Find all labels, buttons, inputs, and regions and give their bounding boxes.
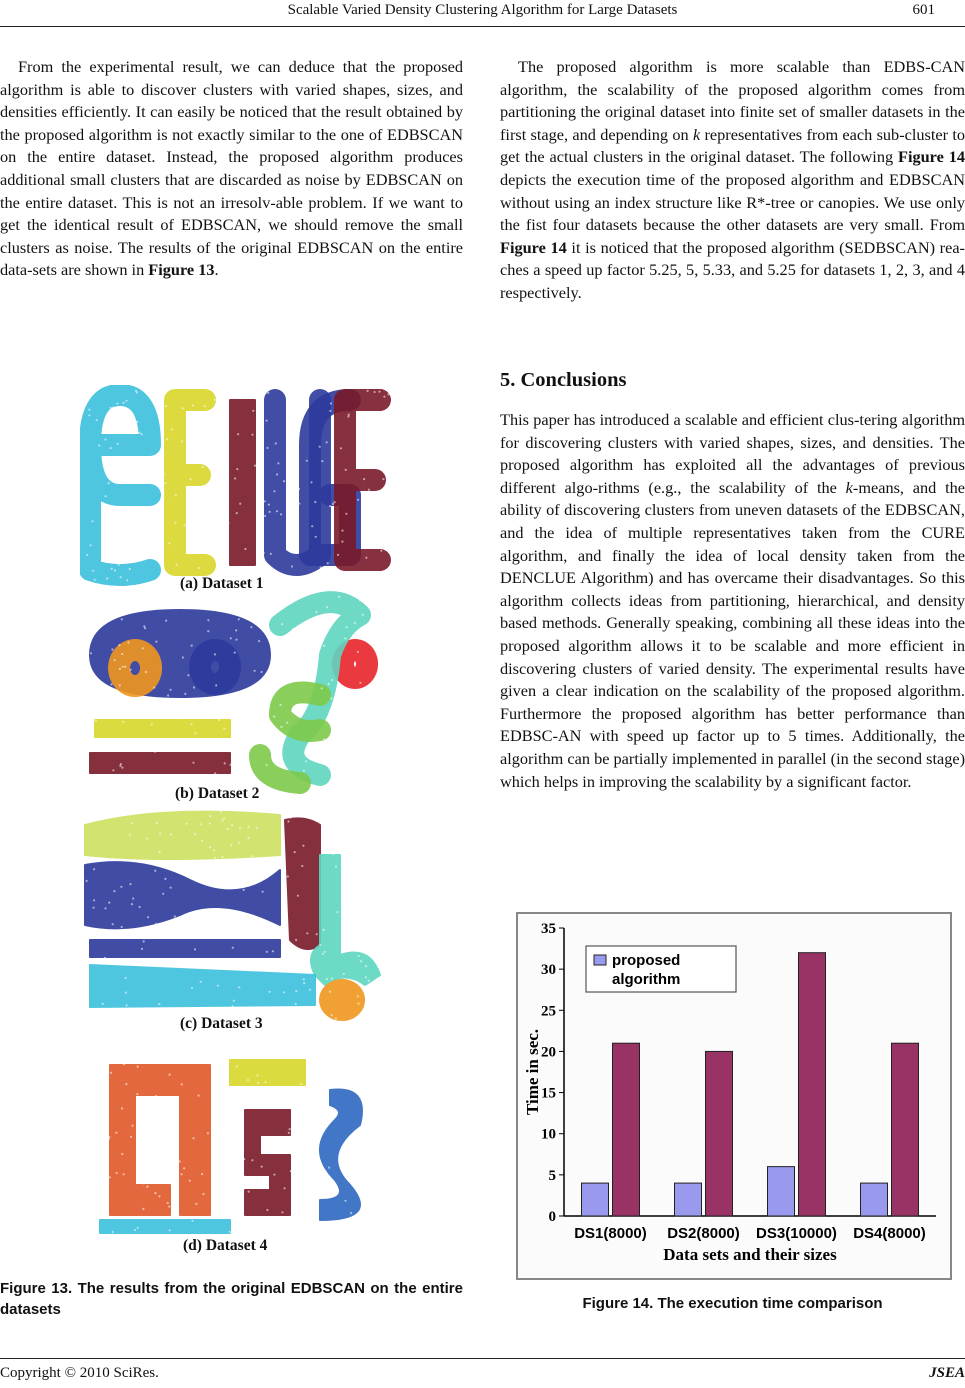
bar-proposed-1 xyxy=(582,1183,609,1216)
bar-other-3 xyxy=(799,953,826,1216)
figure-14-svg xyxy=(518,914,950,1278)
bar-proposed-4 xyxy=(861,1183,888,1216)
left-column xyxy=(0,56,463,282)
figure-13-ref[interactable]: Figure 13 xyxy=(148,260,215,280)
x-tick-label: DS1(8000) xyxy=(574,1225,647,1242)
y-tick-label: 35 xyxy=(541,921,556,937)
cluster-d-frame-red xyxy=(110,1065,210,1215)
figure-14-chart xyxy=(516,912,952,1280)
cluster-c-band-navy xyxy=(90,940,280,957)
cluster-a-letter-o xyxy=(230,400,255,565)
cluster-b-blob-red xyxy=(343,650,367,678)
figure-13-caption: Figure 13. The results from the original EDBSCAN on the entire datasets xyxy=(0,1280,463,1318)
cluster-c-fork-teal xyxy=(311,855,380,985)
panel-label-b: (b) Dataset 2 xyxy=(175,785,260,802)
y-tick-label: 30 xyxy=(541,962,556,979)
right-column xyxy=(500,56,965,305)
x-axis-label: Data sets and their sizes xyxy=(663,1245,837,1264)
bar-other-4 xyxy=(892,1043,919,1216)
legend-swatch-proposed xyxy=(594,955,606,965)
cluster-c-dots-maroon xyxy=(285,818,320,949)
figure-14-ref-2[interactable]: Figure 14 xyxy=(500,237,567,257)
y-tick-label: 15 xyxy=(541,1085,556,1102)
panel-label-d: (d) Dataset 4 xyxy=(183,1237,268,1254)
y-tick-label: 20 xyxy=(541,1044,556,1061)
cluster-d-base-cyan xyxy=(100,1220,230,1233)
cluster-c-band-yellow xyxy=(85,812,280,859)
panel-label-a: (a) Dataset 1 xyxy=(180,575,264,592)
cluster-a-letter-e2 xyxy=(345,400,380,560)
journal-abbrev: JSEA xyxy=(929,1365,965,1381)
x-tick-label: DS4(8000) xyxy=(853,1225,926,1242)
cluster-a-letter-e xyxy=(90,395,150,575)
cluster-c-band-cyan xyxy=(90,965,315,1007)
y-tick-label: 25 xyxy=(541,1003,556,1020)
copyright: Copyright © 2010 SciRes. xyxy=(0,1365,159,1381)
y-tick-label: 0 xyxy=(548,1209,556,1225)
cluster-b-bar-yellow xyxy=(95,720,230,737)
cluster-d-bar-yellow xyxy=(230,1060,305,1085)
section-heading-conclusions: 5. Conclusions xyxy=(500,369,627,391)
figure-13-scatter xyxy=(80,385,410,1265)
bar-proposed-3 xyxy=(768,1167,795,1216)
x-tick-label: DS2(8000) xyxy=(667,1225,740,1242)
footer-rule xyxy=(0,1358,965,1359)
y-tick-label: 10 xyxy=(541,1126,556,1143)
bar-proposed-2 xyxy=(675,1183,702,1216)
cluster-a-letter-c xyxy=(175,400,205,565)
conclusions-paragraph: This paper has introduced a scalable and efficient clus-tering algorithm for discovering clusters with varied shapes, sizes, and densities. The proposed algorithm has exploited all the advantages of previous different algo-rithms (e.g., the scalability of the k-means, and the ability of discovering clusters from uneven datasets of the EDBSCAN, and the idea of multiple representatives taken from the CURE algorithm, and finally the idea of local density taken from the DENCLUE Algorithm) and has overcame their disadvantages. So this algorithm collects ideas from partitioning, hierarchical, and density based methods. Generally speaking, combining all these ideas into the proposed algorithm allows it to be scalable and more efficient in discovering clusters of varied density. The experimental results have given a clear indication on the scalability of the proposed algorithm. Furthermore the proposed algorithm has better performance than EDBSC-AN with speed up factor up to 5 times. Additionally, the algorithm can be partially implemented in parallel (in the second stage) which helps in improving the scalability by a significant factor. xyxy=(500,410,965,791)
running-title: Scalable Varied Density Clustering Algorithm for Large Datasets xyxy=(287,2,678,18)
y-tick-label: 5 xyxy=(548,1167,556,1184)
panel-label-c: (c) Dataset 3 xyxy=(180,1015,263,1032)
figure-13 xyxy=(80,385,410,1265)
cluster-b-bar-maroon xyxy=(90,753,230,773)
right-paragraph-1: The proposed algorithm is more scalable than EDBS-CAN algorithm, the scalability of the proposed algorithm comes from partitioning the original dataset into finite set of smaller datasets in the first stage, and depending on k representatives from each sub-cluster to get the actual clusters in the original dataset. The following Figure 14 depicts the execution time of the proposed algorithm and EDBSCAN without using an index structure like R*-tree or canopies. We use only the fist four datasets because the other datasets are very small. From Figure 14 it is noticed that the proposed algorithm (SEDBSCAN) rea-ches a speed up factor 5.25, 5, 5.33, and 5.25 for datasets 1, 2, 3, and 4 respectively. xyxy=(500,57,965,302)
legend-label-line-2: algorithm xyxy=(612,971,681,988)
figure-14-caption: Figure 14. The execution time comparison xyxy=(582,1295,883,1312)
figure-14-ref[interactable]: Figure 14 xyxy=(898,147,965,167)
bar-other-1 xyxy=(613,1043,640,1216)
cluster-d-blue-s xyxy=(320,1089,362,1220)
left-paragraph-1: From the experimental result, we can deduce that the proposed algorithm is able to discover clusters with varied shapes, sizes, and densities efficiently. It can easily be noticed that the result obtained by the proposed algorithm is not exactly similar to the one of EDBSCAN on the entire dataset. Instead, the proposed algorithm produces additional small clusters that are discarded as noise by EDBSCAN on the entire dataset. This is not an irresolv-able problem. If we want to get the identical result of EDBSCAN, we should remove the small clusters as noise. The results of the original EDBSCAN on the entire data-sets are shown in Figure 13. xyxy=(0,57,463,280)
page-number: 601 xyxy=(912,2,935,18)
bar-other-2 xyxy=(706,1051,733,1216)
cluster-c-blob-orange xyxy=(330,990,354,1010)
cluster-d-s-maroon xyxy=(245,1110,290,1215)
x-tick-label: DS3(10000) xyxy=(756,1225,837,1242)
running-head xyxy=(0,2,965,24)
header-rule xyxy=(0,26,965,27)
cluster-c-wave-blue xyxy=(85,862,280,928)
legend-label-line-1: proposed xyxy=(612,952,681,969)
y-axis-label: Time in sec. xyxy=(523,1028,542,1116)
